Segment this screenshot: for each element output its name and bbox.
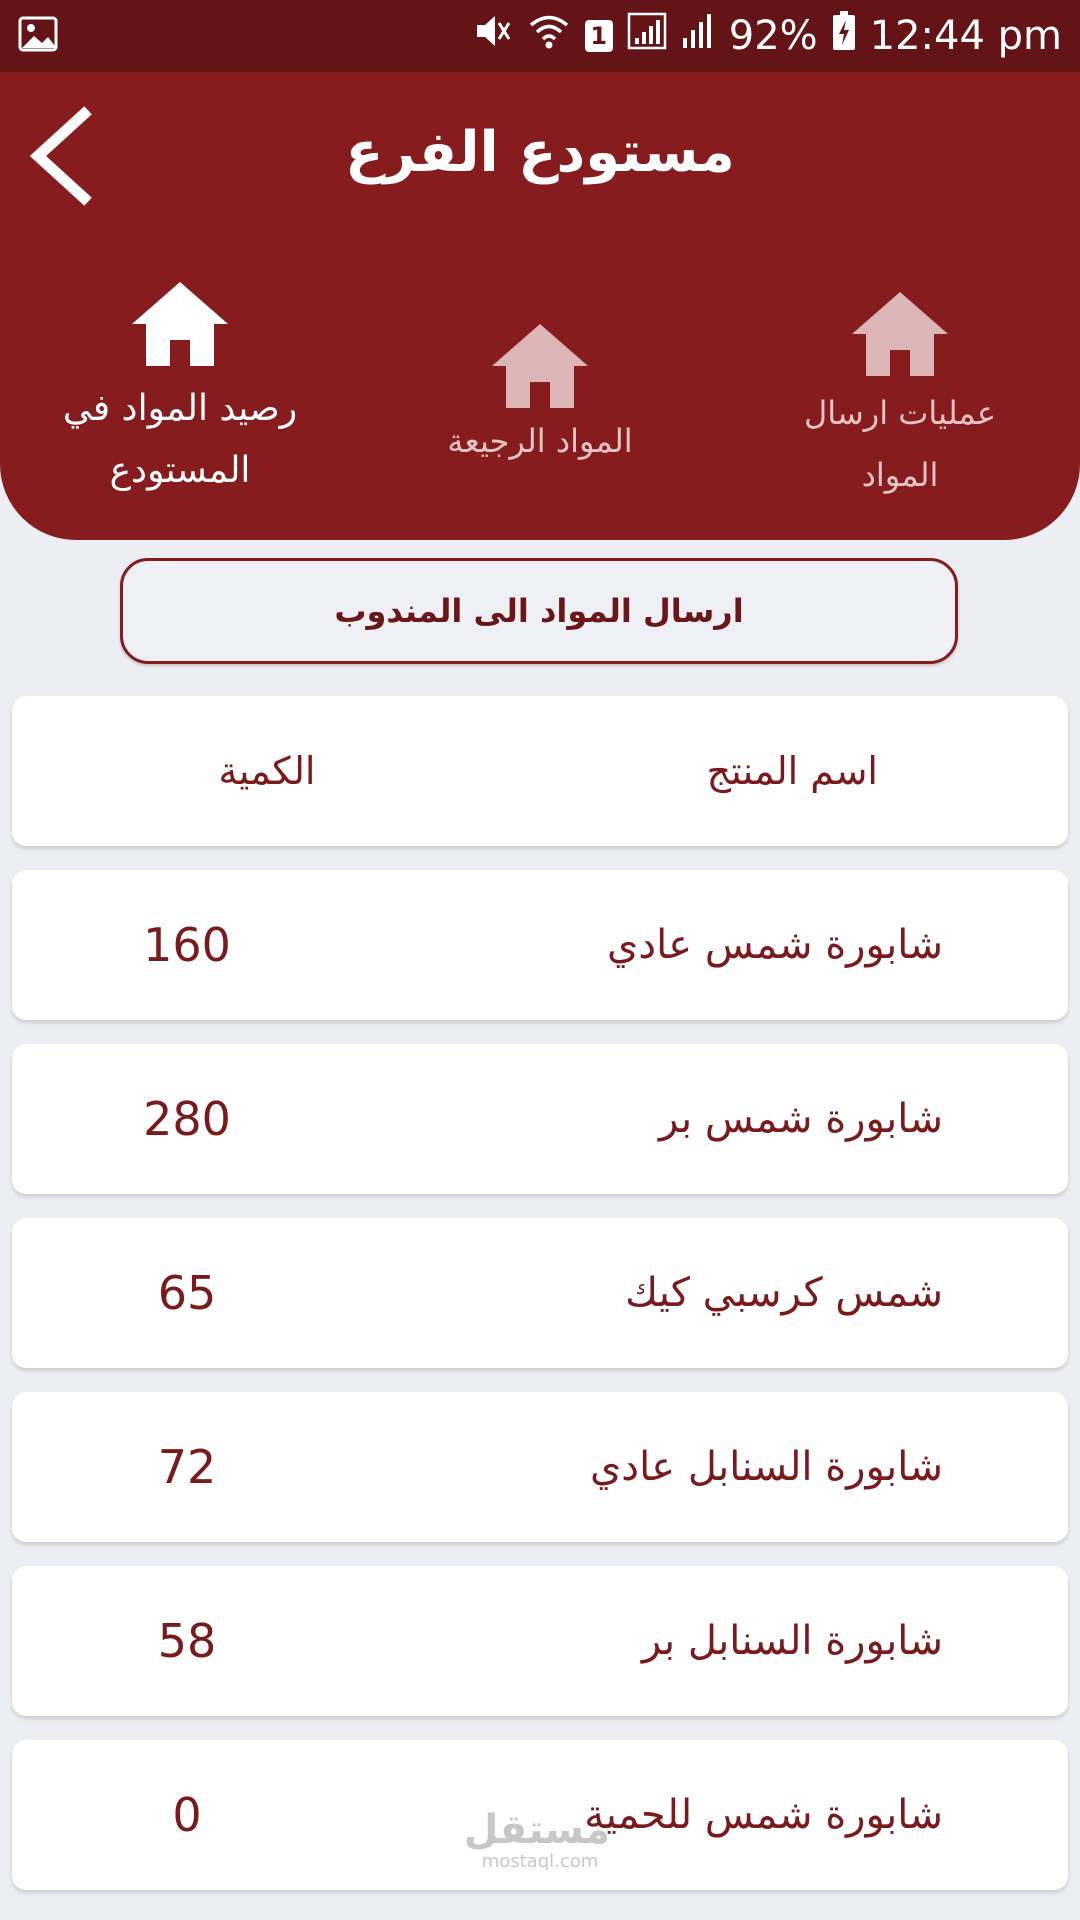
- table-row[interactable]: [12, 1566, 1068, 1716]
- product-name: شابورة شمس عادي: [606, 922, 943, 968]
- sim-slot-badge: 1: [585, 20, 613, 52]
- mute-icon: [473, 11, 513, 61]
- page-title: مستودع الفرع: [345, 120, 735, 185]
- product-quantity: 72: [157, 1440, 217, 1494]
- product-name: شابورة شمس للحمية: [584, 1792, 943, 1838]
- tab-stock-balance-label-1: رصيد المواد في: [62, 388, 298, 429]
- battery-charging-icon: [832, 11, 856, 61]
- tab-send-operations-label-2: المواد: [861, 456, 939, 494]
- table-row[interactable]: [12, 870, 1068, 1020]
- product-name: شمس كرسبي كيك: [625, 1270, 943, 1316]
- product-quantity: 58: [157, 1614, 217, 1668]
- column-header-product-name: اسم المنتج: [706, 749, 878, 793]
- home-icon: [130, 280, 230, 368]
- send-to-delegate-button[interactable]: ارسال المواد الى المندوب: [120, 558, 958, 664]
- column-header-quantity: الكمية: [218, 749, 316, 793]
- table-header: [12, 696, 1068, 846]
- tab-send-operations[interactable]: [765, 290, 1035, 506]
- signal-secondary-icon: [681, 12, 715, 60]
- product-name: شابورة السنابل بر: [641, 1618, 943, 1664]
- table-row[interactable]: [12, 1218, 1068, 1368]
- signal-icon: [627, 12, 667, 60]
- product-quantity: 65: [157, 1266, 217, 1320]
- table-row[interactable]: [12, 1392, 1068, 1542]
- table-row[interactable]: [12, 1740, 1068, 1890]
- home-icon: [490, 322, 590, 410]
- home-icon: [850, 290, 950, 378]
- table-row[interactable]: [12, 1044, 1068, 1194]
- product-name: شابورة السنابل عادي: [589, 1444, 943, 1490]
- tab-returned-materials-label: المواد الرجيعة: [447, 422, 633, 460]
- tab-returned-materials[interactable]: [405, 322, 675, 472]
- app-header: [0, 72, 1080, 540]
- tab-stock-balance[interactable]: [45, 280, 315, 502]
- product-quantity: 160: [143, 918, 231, 972]
- product-quantity: 280: [143, 1092, 231, 1146]
- gallery-notification-icon: [18, 16, 58, 56]
- watermark-url: mostaql.com: [481, 1851, 599, 1872]
- tab-send-operations-label-1: عمليات ارسال: [803, 394, 997, 432]
- tab-stock-balance-label-2: المستودع: [109, 450, 251, 491]
- status-bar: [0, 0, 1080, 72]
- clock: 12:44 pm: [869, 13, 1062, 59]
- watermark-logo-text: مستقل: [463, 1807, 610, 1853]
- product-name: شابورة شمس بر: [658, 1096, 943, 1142]
- wifi-icon: [527, 12, 571, 60]
- battery-percent: 92%: [728, 13, 818, 59]
- product-quantity: 0: [172, 1788, 202, 1842]
